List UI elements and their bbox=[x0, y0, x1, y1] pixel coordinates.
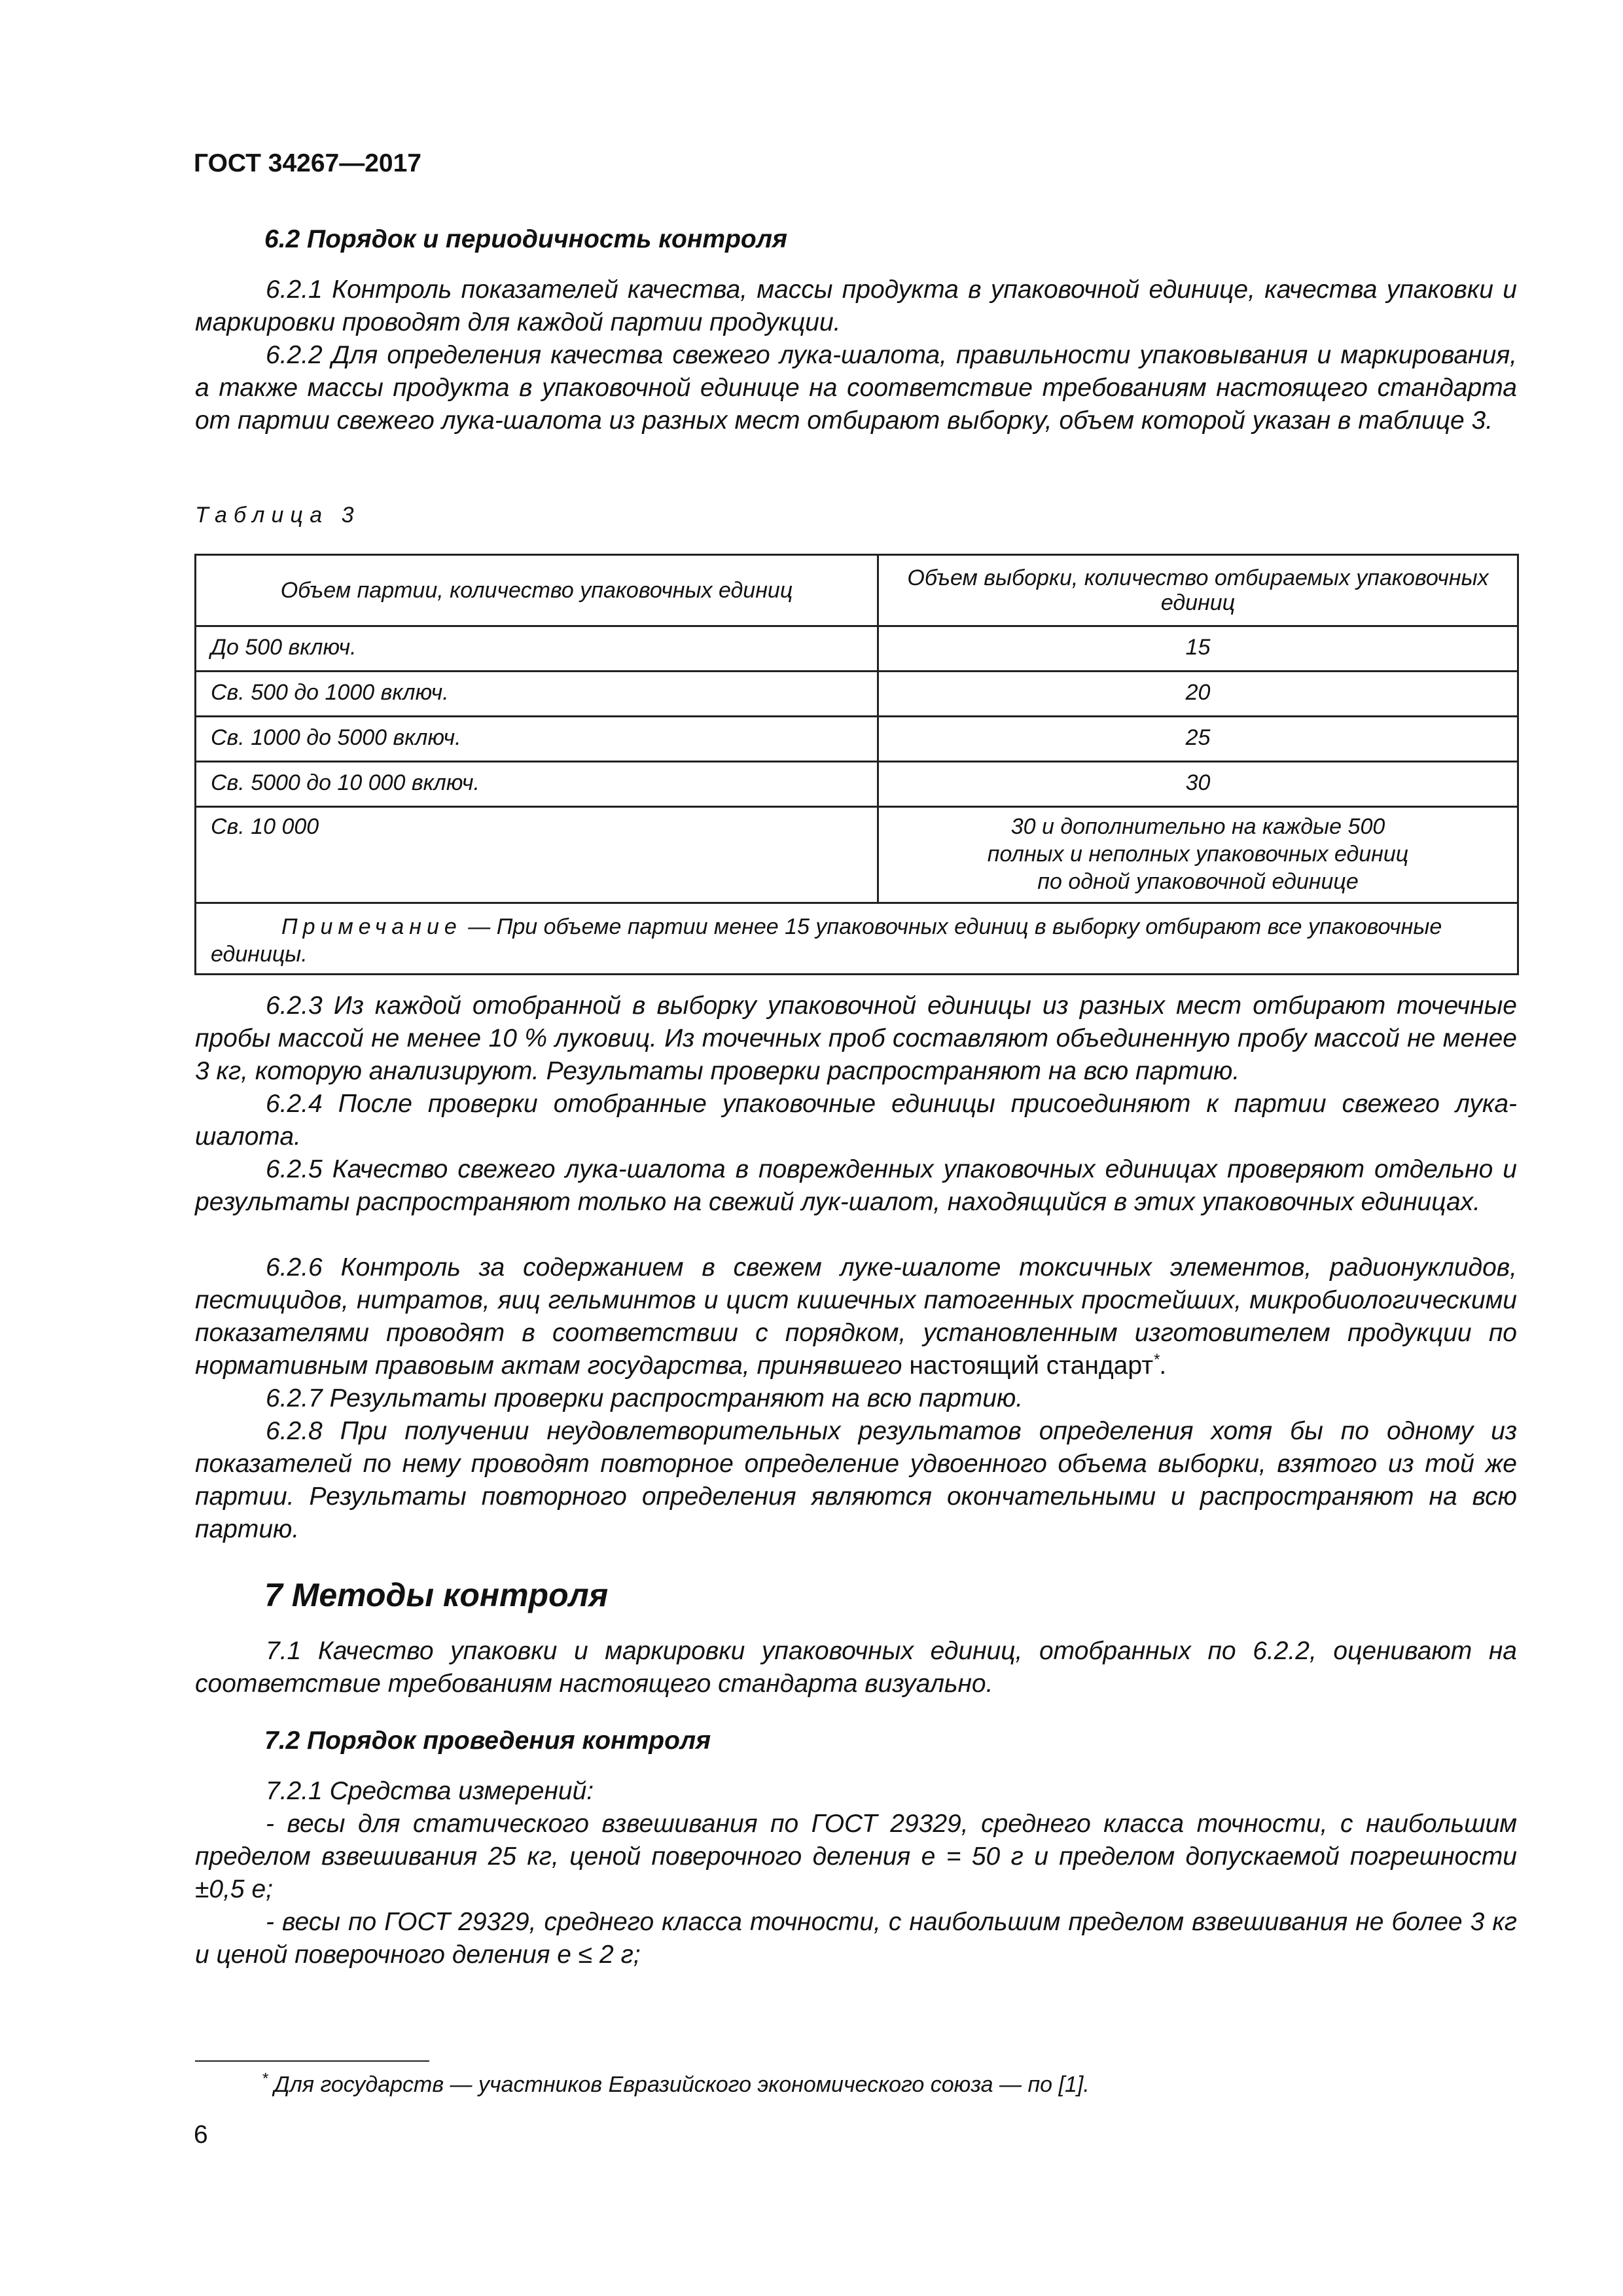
paragraph-6-2-6 bbox=[195, 1251, 1517, 1382]
paragraph-6-2-6-tail: настоящий стандарт bbox=[902, 1352, 1154, 1380]
section-7-2-title: 7.2 Порядок проведения контроля bbox=[264, 1727, 711, 1755]
sample-cell: 30 bbox=[878, 762, 1518, 807]
page-number: 6 bbox=[194, 2121, 208, 2149]
list-item-scales-1: - весы для статического взвешивания по ГОСТ 29329, среднего класса точности, с наибольшим пределом взвешивания 25 кг, ценой поверочного деления е = 50 г и пределом допускаемой погрешности ±0,5 е; bbox=[195, 1810, 1517, 1903]
note-text: — При объеме партии менее 15 упаковочных единиц в выборку отбирают все упаковочные единицы. bbox=[211, 914, 1442, 967]
lot-cell: До 500 включ. bbox=[196, 626, 878, 672]
footnote-mark: * bbox=[262, 2070, 268, 2088]
sample-cell: 20 bbox=[878, 672, 1518, 717]
paragraph-6-2-1: 6.2.1 Контроль показателей качества, массы продукта в упаковочной единице, качества упаковки и маркировки проводят для каждой партии продукции. bbox=[195, 276, 1517, 336]
footnote-reference: * bbox=[1153, 1351, 1160, 1369]
sample-cell: 30 и дополнительно на каждые 500 полных и неполных упаковочных единиц по одной упаковочной единице bbox=[878, 807, 1518, 903]
lot-cell: Св. 1000 до 5000 включ. bbox=[196, 717, 878, 762]
sample-cell: 25 bbox=[878, 717, 1518, 762]
table-row bbox=[196, 717, 1518, 762]
section-6-2-title: 6.2 Порядок и периодичность контроля bbox=[264, 225, 787, 253]
list-item-scales-2: - весы по ГОСТ 29329, среднего класса точности, с наибольшим пределом взвешивания не более 3 кг и ценой поверочного деления е ≤ 2 г; bbox=[195, 1908, 1517, 1969]
paragraph-7-2-1: 7.2.1 Средства измерений: bbox=[266, 1777, 594, 1805]
table-header-sample: Объем выборки, количество отбираемых упаковочных единиц bbox=[878, 555, 1518, 626]
lot-cell: Св. 10 000 bbox=[196, 807, 878, 903]
paragraph-6-2-2: 6.2.2 Для определения качества свежего лука-шалота, правильности упаковывания и маркирования, а также массы продукта в упаковочной единице на соответствие требованиям настоящего стандарта от партии свежего лука-шалота из разных мест отбирают выборку, объем которой указан в таблице 3. bbox=[195, 341, 1517, 435]
lot-cell: Св. 500 до 1000 включ. bbox=[196, 672, 878, 717]
lot-cell: Св. 5000 до 10 000 включ. bbox=[196, 762, 878, 807]
section-7-title: 7 Методы контроля bbox=[264, 1577, 609, 1613]
paragraph-6-2-6-end: . bbox=[1159, 1352, 1167, 1380]
table-header-lot: Объем партии, количество упаковочных единиц bbox=[196, 555, 878, 626]
paragraph-6-2-8: 6.2.8 При получении неудовлетворительных результатов определения хотя бы по одному из показателей по нему проводят повторное определение удвоенного объема выборки, взятого из той же партии. Результаты повторного определения являются окончательными и распространяют на всю партию. bbox=[195, 1417, 1517, 1543]
footnote bbox=[262, 2072, 1090, 2098]
paragraph-6-2-5: 6.2.5 Качество свежего лука-шалота в поврежденных упаковочных единицах проверяют отдельно и результаты распространяют только на свежий лук-шалот, находящийся в этих упаковочных единицах. bbox=[195, 1155, 1517, 1216]
paragraph-6-2-7: 6.2.7 Результаты проверки распространяют на всю партию. bbox=[266, 1384, 1024, 1412]
paragraph-6-2-6-body: 6.2.6 Контроль за содержанием в свежем луке-шалоте токсичных элементов, радионуклидов, пестицидов, нитратов, яиц гельминтов и цист кишечных патогенных простейших, микробиологическими показателями проводят в соответствии с порядком, установленным изготовителем продукции по нормативным правовым актам государства, принявшего bbox=[195, 1253, 1517, 1380]
document-header: ГОСТ 34267—2017 bbox=[194, 149, 421, 177]
paragraph-6-2-3: 6.2.3 Из каждой отобранной в выборку упаковочной единицы из разных мест отбирают точечные пробы массой не менее 10 % луковиц. Из точечных проб составляют объединенную пробу массой не менее 3 кг, которую анализируют. Результаты проверки распространяют на всю партию. bbox=[195, 992, 1517, 1085]
paragraph-6-2-4: 6.2.4 После проверки отобранные упаковочные единицы присоединяют к партии свежего лука-шалота. bbox=[195, 1090, 1517, 1151]
table-row bbox=[196, 626, 1518, 672]
footnote-text: Для государств — участников Евразийского экономического союза — по [1]. bbox=[268, 2072, 1090, 2097]
footnote-divider bbox=[195, 2060, 429, 2062]
table-row bbox=[196, 672, 1518, 717]
sample-cell: 15 bbox=[878, 626, 1518, 672]
table-caption: Таблица 3 bbox=[195, 503, 361, 528]
paragraph-7-1: 7.1 Качество упаковки и маркировки упаковочных единиц, отобранных по 6.2.2, оценивают на соответствие требованиям настоящего стандарта визуально. bbox=[195, 1637, 1517, 1698]
sample-size-table bbox=[194, 554, 1519, 975]
note-label: Примечание bbox=[281, 914, 462, 939]
table-row bbox=[196, 807, 1518, 903]
table-note bbox=[196, 903, 1518, 975]
table-row bbox=[196, 762, 1518, 807]
